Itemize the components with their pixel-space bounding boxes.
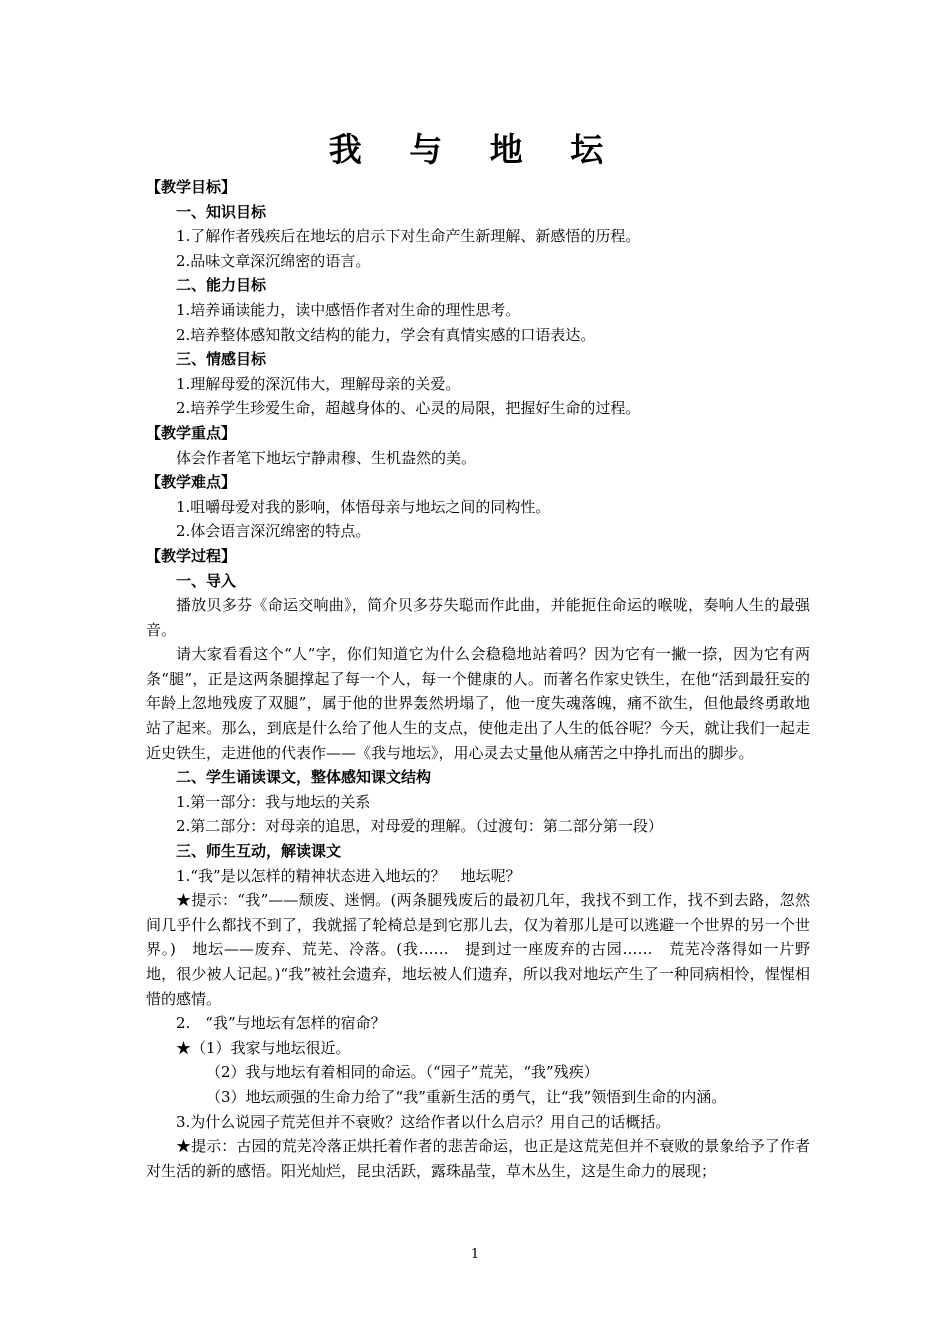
paragraph: ★提示：古园的荒芜冷落正烘托着作者的悲苦命运，也正是这荒芜但并不衰败的景象给予了作者对生活的新的感悟。阳光灿烂，昆虫活跃，露珠晶莹，草木丛生，这是生命力的展现； bbox=[146, 1137, 810, 1180]
paragraph: 1.培养诵读能力，读中感悟作者对生命的理性思考。 bbox=[176, 300, 521, 319]
paragraph: 1.理解母爱的深沉伟大，理解母亲的关爱。 bbox=[176, 374, 461, 393]
paragraph: 2.培养学生珍爱生命，超越身体的、心灵的局限，把握好生命的过程。 bbox=[176, 399, 641, 418]
paragraph: 1.咀嚼母爱对我的影响，体悟母亲与地坛之间的同构性。 bbox=[176, 497, 551, 516]
paragraph: 2.第二部分：对母亲的追思，对母爱的理解。（过渡句：第二部分第一段） bbox=[176, 817, 663, 836]
paragraph: 1.了解作者残疾后在地坛的启示下对生命产生新理解、新感悟的历程。 bbox=[176, 227, 641, 246]
paragraph: 2.培养整体感知散文结构的能力，学会有真情实感的口语表达。 bbox=[176, 325, 596, 344]
subsection-heading: 一、知识目标 bbox=[176, 202, 267, 221]
paragraph: 3.为什么说园子荒芜但并不衰败？这给作者以什么启示？用自己的话概括。 bbox=[176, 1112, 671, 1131]
paragraph: 2.体会语言深沉绵密的特点。 bbox=[176, 522, 371, 541]
paragraph: 2.品味文章深沉绵密的语言。 bbox=[176, 251, 371, 270]
section-heading: 【教学重点】 bbox=[146, 423, 237, 442]
subsection-heading: 三、师生互动，解读课文 bbox=[176, 842, 342, 861]
paragraph: 体会作者笔下地坛宁静肃穆、生机盎然的美。 bbox=[176, 448, 477, 467]
subsection-heading: 二、能力目标 bbox=[176, 276, 267, 295]
paragraph: 请大家看看这个“人”字，你们知道它为什么会稳稳地站着吗？因为它有一撇一捺，因为它有两条“腿”，正是这两条腿撑起了每一个人，每一个健康的人。而著名作家史铁生，在他“活到最狂妄的年龄上忽地残废了双腿”，属于他的世界轰然坍塌了，他一度失魂落魄，痛不欲生，但他最终勇敢地站了起来。那么，到底是什么给了他人生的支点，使他走出了人生的低谷呢？今天，就让我们一起走近史铁生，走进他的代表作——《我与地坛》，用心灵去丈量他从痛苦之中挣扎而出的脚步。 bbox=[146, 645, 810, 762]
document-body bbox=[146, 175, 810, 1183]
page-number: 1 bbox=[470, 1247, 480, 1262]
paragraph: ★（1）我家与地坛很近。 bbox=[176, 1038, 351, 1057]
paragraph: 1.第一部分：我与地坛的关系 bbox=[176, 792, 371, 811]
section-heading: 【教学难点】 bbox=[146, 473, 237, 492]
subsection-heading: 二、学生诵读课文，整体感知课文结构 bbox=[176, 768, 432, 787]
page-title: 我 与 地 坛 bbox=[328, 130, 622, 169]
section-heading: 【教学过程】 bbox=[146, 546, 237, 565]
subsection-heading: 一、导入 bbox=[176, 571, 237, 590]
paragraph: 2. “我”与地坛有怎样的宿命？ bbox=[176, 1014, 386, 1033]
paragraph: 1.“我”是以怎样的精神状态进入地坛的？ 地坛呢？ bbox=[176, 866, 521, 885]
sub-item: （2）我与地坛有着相同的命运。（“园子”荒芜，“我”残疾） bbox=[206, 1063, 599, 1082]
paragraph: 播放贝多芬《命运交响曲》，简介贝多芬失聪而作此曲，并能扼住命运的喉咙，奏响人生的最强音。 bbox=[146, 596, 810, 639]
section-heading: 【教学目标】 bbox=[146, 178, 237, 196]
sub-item: （3）地坛顽强的生命力给了“我”重新生活的勇气，让“我”领悟到生命的内涵。 bbox=[206, 1087, 727, 1106]
paragraph: ★提示：“我”——颓废、迷惘。(两条腿残废后的最初几年，我找不到工作，找不到去路，忽然间几乎什么都找不到了，我就摇了轮椅总是到它那儿去，仅为着那儿是可以逃避一个世界的另一个世界。) 地坛——废弃、荒芜、冷落。(我…… 提到过一座废弃的古园…… 荒芜冷落得如一片野地，很少被人记起。)“我”被社会遗弃，地坛被人们遗弃，所以我对地坛产生了一种同病相怜，惺惺相惜的感情。 bbox=[146, 891, 810, 1008]
subsection-heading: 三、情感目标 bbox=[176, 350, 267, 369]
